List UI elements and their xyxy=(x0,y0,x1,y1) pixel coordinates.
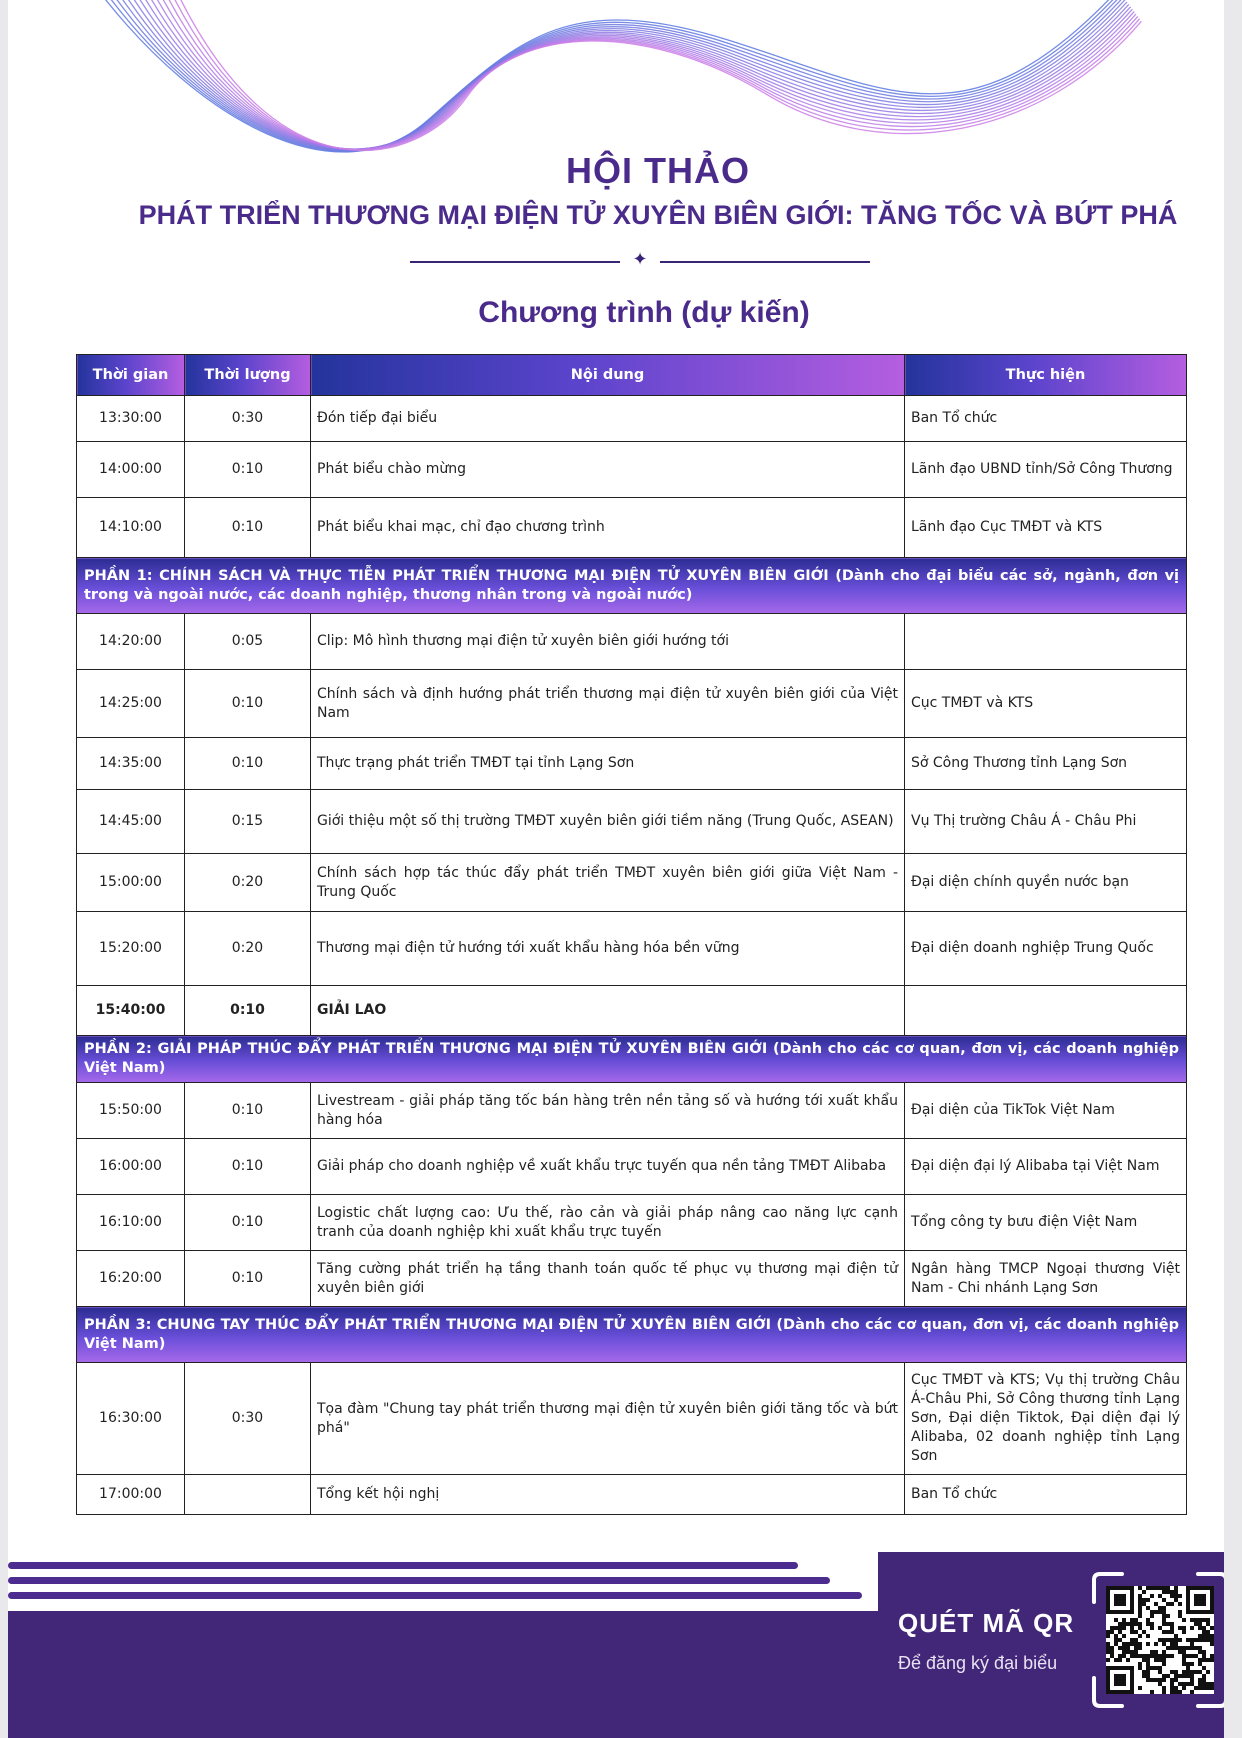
cell-time: 15:40:00 xyxy=(77,986,185,1036)
qr-subtitle: Để đăng ký đại biểu xyxy=(898,1653,1058,1673)
table-row xyxy=(77,854,1187,912)
cell-content: Livestream - giải pháp tăng tốc bán hàng trên nền tảng số và hướng tới xuất khẩu hàng hóa xyxy=(311,1083,905,1139)
table-row xyxy=(77,1195,1187,1251)
section-header-row xyxy=(77,1307,1187,1363)
cell-performer: Đại diện doanh nghiệp Trung Quốc xyxy=(905,912,1187,986)
cell-performer: Lãnh đạo Cục TMĐT và KTS xyxy=(905,498,1187,558)
cell-performer: Đại diện chính quyền nước bạn xyxy=(905,854,1187,912)
table-row xyxy=(77,498,1187,558)
page-subtitle: PHÁT TRIỂN THƯƠNG MẠI ĐIỆN TỬ XUYÊN BIÊN GIỚI: TĂNG TỐC VÀ BỨT PHÁ xyxy=(138,200,1178,230)
wave-line xyxy=(146,0,1132,149)
cell-performer xyxy=(905,986,1187,1036)
section-title: PHẦN 3: CHUNG TAY THÚC ĐẨY PHÁT TRIỂN THƯƠNG MẠI ĐIỆN TỬ XUYÊN BIÊN GIỚI (Dành cho các cơ quan, đơn vị, các doanh nghiệp Việt Nam) xyxy=(77,1307,1187,1363)
footer-stripe xyxy=(8,1577,830,1584)
table-row xyxy=(77,1139,1187,1195)
cell-duration: 0:05 xyxy=(185,614,311,670)
cell-content: Thực trạng phát triển TMĐT tại tỉnh Lạng Sơn xyxy=(311,738,905,790)
cell-time: 16:20:00 xyxy=(77,1251,185,1307)
table-row xyxy=(77,442,1187,498)
cell-duration: 0:10 xyxy=(185,1195,311,1251)
qr-code-icon[interactable] xyxy=(1092,1572,1224,1708)
cell-time: 14:10:00 xyxy=(77,498,185,558)
cell-time: 15:50:00 xyxy=(77,1083,185,1139)
table-row xyxy=(77,1363,1187,1475)
column-header-time: Thời gian xyxy=(77,355,185,396)
diamond-star-icon: ✦ xyxy=(632,249,648,269)
cell-performer: Cục TMĐT và KTS xyxy=(905,670,1187,738)
cell-time: 14:00:00 xyxy=(77,442,185,498)
cell-duration: 0:30 xyxy=(185,1363,311,1475)
cell-time: 15:20:00 xyxy=(77,912,185,986)
table-row xyxy=(77,396,1187,442)
cell-duration: 0:10 xyxy=(185,986,311,1036)
table-row xyxy=(77,986,1187,1036)
section-header-row xyxy=(77,558,1187,614)
cell-performer: Ban Tổ chức xyxy=(905,1475,1187,1515)
section-title: PHẦN 1: CHÍNH SÁCH VÀ THỰC TIỄN PHÁT TRIỂN THƯƠNG MẠI ĐIỆN TỬ XUYÊN BIÊN GIỚI (Dành cho đại biểu các sở, ngành, đơn vị trong và ngoài nước, các doanh nghiệp, thương nhân trong và ngoài nước) xyxy=(77,558,1187,614)
document-page xyxy=(8,0,1224,1738)
cell-content: Chính sách và định hướng phát triển thương mại điện tử xuyên biên giới của Việt Nam xyxy=(311,670,905,738)
cell-performer: Tổng công ty bưu điện Việt Nam xyxy=(905,1195,1187,1251)
table-header-row xyxy=(77,355,1187,396)
title-divider xyxy=(410,249,870,272)
cell-duration xyxy=(185,1475,311,1515)
table-row xyxy=(77,1083,1187,1139)
table-row xyxy=(77,614,1187,670)
table-row xyxy=(77,738,1187,790)
cell-duration: 0:10 xyxy=(185,498,311,558)
wave-line xyxy=(176,0,1141,150)
table-row xyxy=(77,912,1187,986)
cell-performer: Cục TMĐT và KTS; Vụ thị trường Châu Á-Châu Phi, Sở Công thương tỉnh Lạng Sơn, Đại diện Tiktok, Đại diện đại lý Alibaba, 02 doanh nghiệp tỉnh Lạng Sơn xyxy=(905,1363,1187,1475)
cell-time: 17:00:00 xyxy=(77,1475,185,1515)
cell-duration: 0:10 xyxy=(185,1139,311,1195)
cell-time: 14:45:00 xyxy=(77,790,185,854)
wave-line xyxy=(140,0,1131,149)
cell-performer: Vụ Thị trường Châu Á - Châu Phi xyxy=(905,790,1187,854)
cell-time: 16:30:00 xyxy=(77,1363,185,1475)
cell-duration: 0:30 xyxy=(185,396,311,442)
cell-duration: 0:10 xyxy=(185,442,311,498)
cell-performer: Sở Công Thương tỉnh Lạng Sơn xyxy=(905,738,1187,790)
cell-performer: Lãnh đạo UBND tỉnh/Sở Công Thương xyxy=(905,442,1187,498)
cell-content: Giải pháp cho doanh nghiệp về xuất khẩu trực tuyến qua nền tảng TMĐT Alibaba xyxy=(311,1139,905,1195)
cell-performer: Ngân hàng TMCP Ngoại thương Việt Nam - Chi nhánh Lạng Sơn xyxy=(905,1251,1187,1307)
table-row xyxy=(77,1251,1187,1307)
agenda-table xyxy=(76,354,1187,1515)
agenda-table-body xyxy=(77,396,1187,1515)
program-title: Chương trình (dự kiến) xyxy=(478,296,810,329)
cell-content: Tổng kết hội nghị xyxy=(311,1475,905,1515)
cell-duration: 0:10 xyxy=(185,1083,311,1139)
cell-time: 14:25:00 xyxy=(77,670,185,738)
cell-content: Clip: Mô hình thương mại điện tử xuyên biên giới hướng tới xyxy=(311,614,905,670)
cell-content: Phát biểu chào mừng xyxy=(311,442,905,498)
cell-content: Phát biểu khai mạc, chỉ đạo chương trình xyxy=(311,498,905,558)
cell-time: 14:35:00 xyxy=(77,738,185,790)
cell-time: 16:10:00 xyxy=(77,1195,185,1251)
column-header-performer: Thực hiện xyxy=(905,355,1187,396)
cell-content: Tăng cường phát triển hạ tầng thanh toán quốc tế phục vụ thương mại điện tử xuyên biên giới xyxy=(311,1251,905,1307)
section-title: PHẦN 2: GIẢI PHÁP THÚC ĐẨY PHÁT TRIỂN THƯƠNG MẠI ĐIỆN TỬ XUYÊN BIÊN GIỚI (Dành cho các cơ quan, đơn vị, các doanh nghiệp Việt Nam) xyxy=(77,1036,1187,1083)
cell-content: GIẢI LAO xyxy=(311,986,905,1036)
wave-line xyxy=(152,0,1134,149)
cell-duration: 0:15 xyxy=(185,790,311,854)
cell-content: Thương mại điện tử hướng tới xuất khẩu hàng hóa bền vững xyxy=(311,912,905,986)
cell-performer: Đại diện của TikTok Việt Nam xyxy=(905,1083,1187,1139)
cell-content: Tọa đàm "Chung tay phát triển thương mại điện tử xuyên biên giới tăng tốc và bứt phá" xyxy=(311,1363,905,1475)
cell-content: Đón tiếp đại biểu xyxy=(311,396,905,442)
footer-stripe xyxy=(8,1562,798,1569)
cell-time: 13:30:00 xyxy=(77,396,185,442)
footer-stripe xyxy=(8,1592,862,1599)
table-row xyxy=(77,670,1187,738)
table-row xyxy=(77,790,1187,854)
cell-time: 15:00:00 xyxy=(77,854,185,912)
cell-content: Chính sách hợp tác thúc đẩy phát triển TMĐT xuyên biên giới giữa Việt Nam - Trung Quốc xyxy=(311,854,905,912)
cell-duration: 0:10 xyxy=(185,670,311,738)
page-title: HỘI THẢO xyxy=(566,150,750,191)
cell-time: 14:20:00 xyxy=(77,614,185,670)
column-header-content: Nội dung xyxy=(311,355,905,396)
column-header-duration: Thời lượng xyxy=(185,355,311,396)
cell-performer: Ban Tổ chức xyxy=(905,396,1187,442)
cell-performer: Đại diện đại lý Alibaba tại Việt Nam xyxy=(905,1139,1187,1195)
table-row xyxy=(77,1475,1187,1515)
section-header-row xyxy=(77,1036,1187,1083)
cell-duration: 0:20 xyxy=(185,854,311,912)
cell-duration: 0:10 xyxy=(185,738,311,790)
cell-time: 16:00:00 xyxy=(77,1139,185,1195)
cell-performer xyxy=(905,614,1187,670)
cell-content: Logistic chất lượng cao: Ưu thế, rào cản và giải pháp nâng cao năng lực cạnh tranh của doanh nghiệp khi xuất khẩu trực tuyến xyxy=(311,1195,905,1251)
qr-title: QUÉT MÃ QR xyxy=(898,1608,1075,1638)
cell-duration: 0:20 xyxy=(185,912,311,986)
cell-content: Giới thiệu một số thị trường TMĐT xuyên biên giới tiềm năng (Trung Quốc, ASEAN) xyxy=(311,790,905,854)
cell-duration: 0:10 xyxy=(185,1251,311,1307)
